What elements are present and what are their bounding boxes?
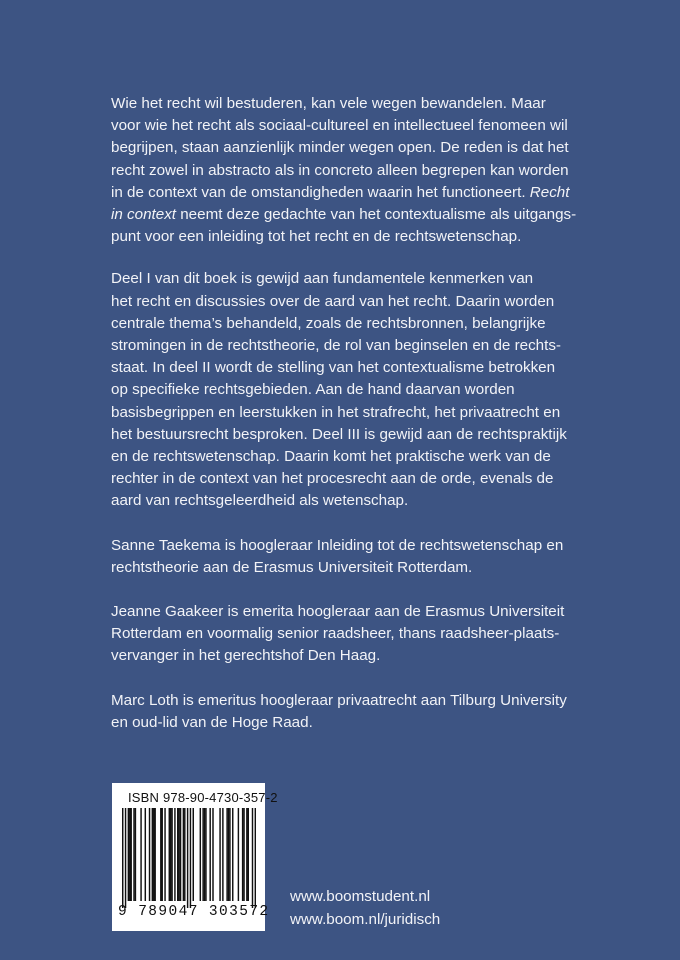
barcode-bar [228,808,229,901]
book-title-italic: Recht in context [111,183,570,224]
barcode-bar [209,808,210,901]
barcode-bar [171,808,172,901]
barcode-bar [135,808,136,901]
barcode-bar [149,808,150,901]
barcode-bar [128,808,129,901]
barcode-bar [170,808,171,901]
barcode-bar [229,808,230,901]
url-boomstudent[interactable]: www.boomstudent.nl [290,888,431,905]
barcode-bar [205,808,206,901]
intro-paragraph [111,93,581,248]
barcode-bar [180,808,181,901]
isbn-label: ISBN 978-90-4730-357-2 [128,790,278,805]
barcode-bar [122,808,123,908]
barcode-bar [178,808,179,901]
barcode-bar [255,808,256,908]
barcode-bar [252,808,253,908]
barcode-bar [130,808,131,901]
barcode-bar [169,808,170,901]
author-bio-gaakeer: Jeanne Gaakeer is emerita hoogleraar aan de Erasmus Universiteit Rotterdam en voormalig senior raadsheer, thans raadsheer-plaats- vervanger in het gerechtshof Den Haag. [111,603,565,665]
barcode-bar [183,808,184,901]
barcode-bar [125,808,126,908]
contents-paragraph: Deel I van dit boek is gewijd aan fundamentele kenmerken van het recht en discussies over de aard van het recht. Daarin worden centrale thema’s behandeld, zoals de rechtsbronnen, belangrijke stromingen in de rechtstheorie, de rol van beginselen en de rechts- staat. In deel II wordt de stelling van het contextualisme betrokken op specifieke rechtsgebieden. Aan de hand daarvan worden basisbegrippen en leerstukken in het strafrecht, het privaatrecht en het bestuursrecht besproken. Deel III is gewijd aan de rechtspraktijk en de rechtswetenschap. Daarin komt het praktische werk van de rechter in de context van het procesrecht aan de orde, evenals de aard van rechtsgeleerdheid als wetenschap. [111,270,567,510]
ean-digits: 9 789047 303572 [118,904,270,920]
barcode-bar [200,808,201,901]
author-bio-loth: Marc Loth is emeritus hoogleraar privaatrecht aan Tilburg University en oud-lid van de Hoge Raad. [111,691,567,731]
barcode-bar [184,808,185,901]
barcode-bar [243,808,244,901]
barcode-bar [164,808,165,901]
barcode-bar [204,808,205,901]
barcode-bars [122,808,256,908]
barcode-bar [140,808,141,901]
barcode-bar [212,808,213,901]
publisher-urls [290,885,440,931]
barcode-bar [222,808,223,901]
barcode-bar [152,808,153,901]
author-bio-taekema: Sanne Taekema is hoogleraar Inleiding tot de rechtswetenschap en rechtstheorie aan de Erasmus Universiteit Rotterdam. [111,536,564,576]
barcode-bar [161,808,162,901]
barcode-bar [219,808,220,901]
barcode-bar [145,808,146,901]
barcode-bar [232,808,233,901]
barcode-bar [193,808,194,901]
barcode-bar [226,808,227,901]
barcode-bar [154,808,155,901]
url-boom-juridisch[interactable]: www.boom.nl/juridisch [290,911,441,928]
isbn-barcode [112,783,278,931]
back-cover-text [111,93,581,756]
barcode-bar [246,808,247,901]
barcode-bar [187,808,188,908]
barcode-bar [133,808,134,901]
barcode-bar [202,808,203,901]
barcode-bar [238,808,239,901]
barcode-bar [153,808,154,901]
barcode-bar [160,808,161,901]
barcode-bar [174,808,175,901]
barcode-bar [242,808,243,901]
barcode-bar [248,808,249,901]
intro-text-start: Wie het recht wil bestuderen, kan vele wegen bewandelen. Maar voor wie het recht als sociaal-cultureel en intellectueel fenomeen wil begrijpen, staan aanzienlijk minder wegen open. De reden is dat het recht zowel in abstracto als in concreto alleen begrepen kan worden in de context van de omstandigheden waarin het functioneert. [111,95,569,201]
barcode-bar [177,808,178,901]
intro-text-end: neemt deze gedachte van het contextualisme als uitgangs- punt voor een inleiding tot het recht en de rechtswetenschap. [111,206,577,246]
barcode-bar [129,808,130,901]
barcode-bar [190,808,191,908]
